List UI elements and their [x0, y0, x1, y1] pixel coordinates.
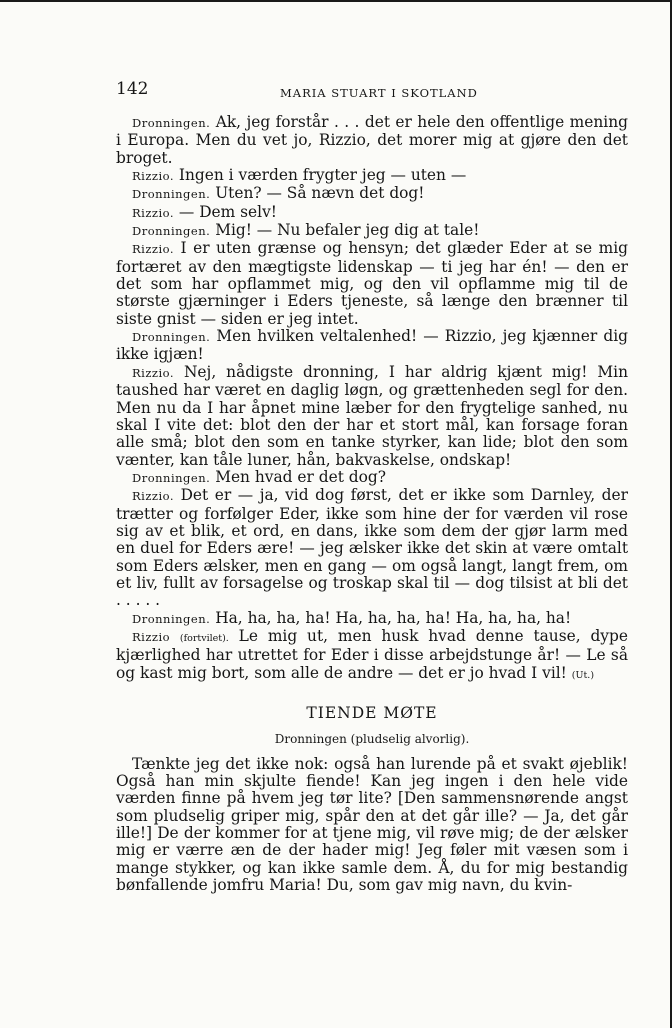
page-edge-top: [0, 0, 672, 2]
speech: [116, 204, 628, 222]
speech: [116, 222, 628, 240]
speaker-name: Rizzio.: [132, 365, 175, 380]
speech-text: Uten? — Så nævn det dog!: [215, 184, 425, 203]
monologue-text: Tænkte jeg det ikke nok: også han lurende på et svakt øjeblik! Også han min skjulte fiende! Kan jeg ingen i den hele vide værden finne på hvem jeg tør lite? [Den sammensnørende angst som pludselig griper mig, spår den at det går ille? — Ja, det går ille!] De der kommer for at tjene mig, vil røve mig; de der ælsker mig er værre æn de der hader mig! Jeg føler mit væsen som i mange stykker, og kan ikke samle dem. Å, du for mig bestandig bønfallende jomfru Maria! Du, som gav mig navn, du kvin-: [116, 754, 628, 895]
speech-text: Ha, ha, ha, ha! Ha, ha, ha, ha! Ha, ha, ha, ha!: [215, 608, 572, 627]
exit-direction: (Ut.): [571, 669, 595, 681]
speech-text: — Dem selv!: [178, 202, 277, 221]
speech: [116, 364, 628, 469]
stage-direction: (fortvilet).: [179, 632, 229, 644]
speech: [116, 240, 628, 328]
speech-text: Ak, jeg forstår . . . det er hele den offentlige mening i Europa. Men du vet jo, Rizzio, det morer mig at gjøre den det broget.: [116, 113, 628, 167]
speaker-name: Dronningen.: [132, 470, 211, 485]
speaker-name: Dronningen.: [132, 187, 211, 202]
speech: [116, 167, 628, 185]
speech-text: Det er — ja, vid dog først, det er ikke som Darnley, der trætter og forfølger Eder, ikke som hine der for værden vil rose sig av et blik, et ord, en dans, ikke som dem der gjør larm med en duel for Eders ære! — jeg ælsker ikke det skin at være omtalt som Eders ælsker, men en gang — om også langt, langt frem, om et liv, fullt av forsagelse og troskap skal til — dog tilsist at bli det . . . . .: [116, 486, 628, 610]
speech-text: Nej, nådigste dronning, I har aldrig kjænt mig! Min taushed har været en daglig løgn, og grættenheden segl for den. Men nu da I har åpnet mine læber for den frygtelige sanhed, nu skal I vite det: blot den der har et stort mål, kan forsage foran alle små; blot den som en tanke styrker, kan lide; blot den som vænter, kan tåle luner, hån, bakvaskelse, ondskap!: [116, 362, 628, 469]
speech-text: Le mig ut, men husk hvad denne tause, dype kjærlighed har utrettet for Eder i disse arbejdstunge år! — Le så og kast mig bort, som alle de andre — det er jo hvad I vil!: [116, 626, 628, 682]
page-header: [116, 79, 628, 103]
speaker-name: Dronningen.: [132, 611, 211, 626]
speech-text: Men hvilken veltalenhed! — Rizzio, jeg kjænner dig ikke igjæn!: [116, 327, 628, 364]
scene-title: TIENDE MØTE: [306, 704, 438, 722]
speaker-name: Dronningen.: [132, 116, 211, 130]
speech-text: I er uten grænse og hensyn; det glæder Eder at se mig fortæret av den mægtigste lidenskap — ti jeg har én! — den er det som har opflammet mig, og den vil opflamme mig til de største gjærninger i Eders tjeneste, så længe den brænner til siste gnist — siden er jeg intet.: [116, 239, 628, 328]
speaker-name: Rizzio.: [132, 489, 175, 504]
speaker-name: Rizzio: [132, 629, 171, 644]
speech: [116, 628, 628, 684]
speech-text: Ingen i værden frygter jeg — uten —: [178, 166, 467, 185]
running-title: MARIA STUART I SKOTLAND: [280, 86, 478, 100]
speaker-name: Rizzio.: [132, 205, 175, 220]
speech-text: Men hvad er det dog?: [215, 467, 387, 486]
speaker-name: Rizzio.: [132, 169, 175, 184]
speaker-name: Dronningen.: [132, 330, 211, 345]
scene-direction: Dronningen (pludselig alvorlig).: [274, 732, 470, 747]
speech: [116, 114, 628, 167]
page-body: [116, 114, 628, 894]
speech: [116, 487, 628, 609]
speech: [116, 469, 628, 487]
speech: [116, 610, 628, 628]
speech: [116, 328, 628, 364]
page-number: 142: [116, 79, 149, 99]
speech: [116, 185, 628, 203]
speaker-name: Rizzio.: [132, 242, 175, 257]
speech-text: Mig! — Nu befaler jeg dig at tale!: [215, 221, 480, 240]
speaker-name: Dronningen.: [132, 224, 211, 239]
